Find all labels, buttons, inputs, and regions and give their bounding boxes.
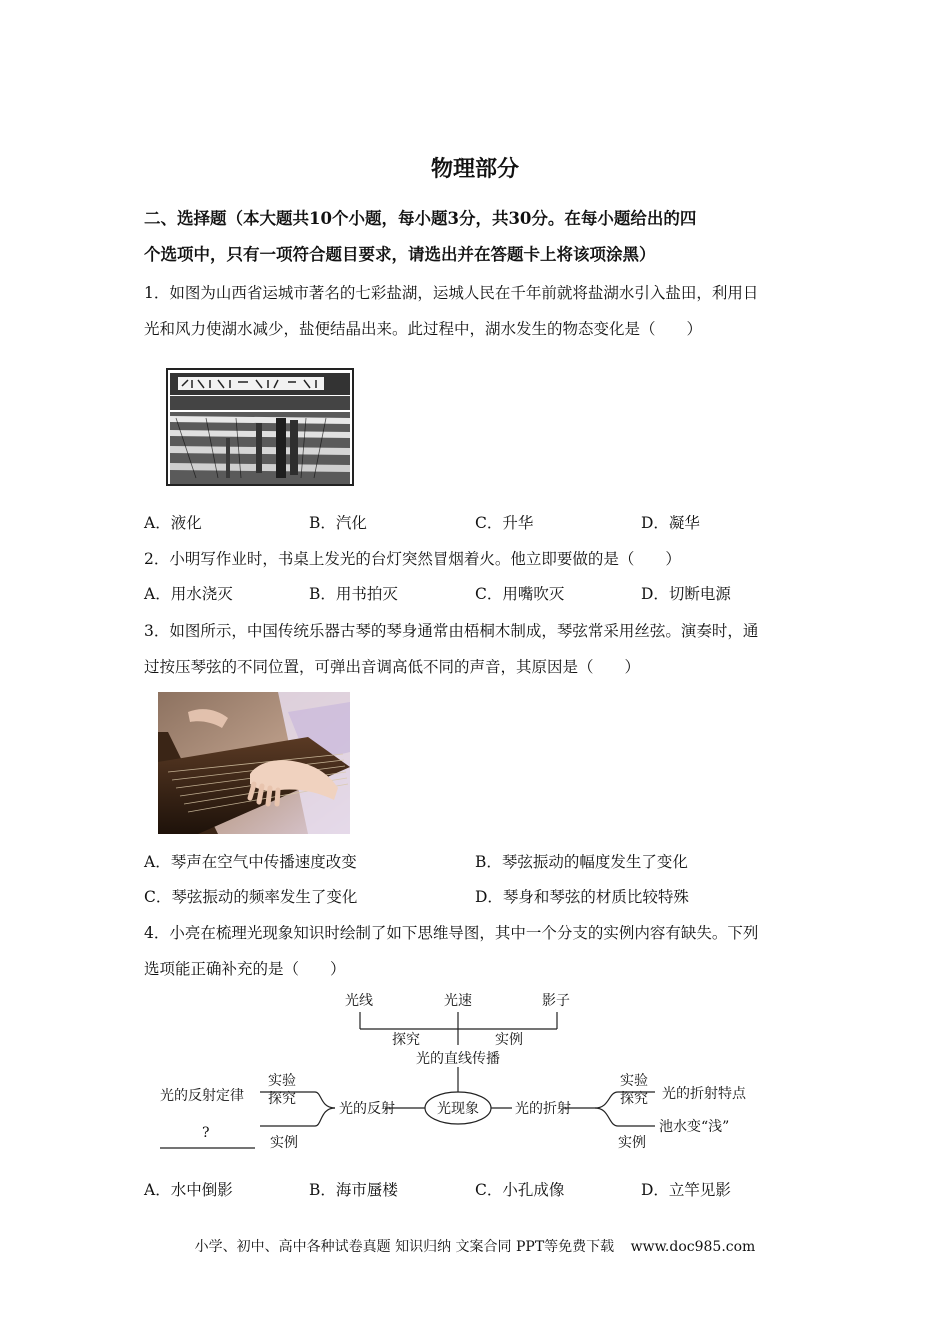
page-title: 物理部分 bbox=[430, 156, 519, 182]
mindmap-left-experiment: 实验 bbox=[268, 1073, 296, 1089]
q3-option-b: B．琴弦振动的幅度发生了变化 bbox=[475, 853, 688, 871]
guqin-photo bbox=[158, 692, 350, 834]
q4-option-b: B．海市蜃楼 bbox=[309, 1181, 398, 1199]
q2-option-a: A．用水浇灭 bbox=[144, 585, 233, 603]
mindmap-top-shadow: 影子 bbox=[542, 993, 570, 1009]
mindmap-left-explore: 探究 bbox=[268, 1091, 296, 1107]
mindmap-top-light-speed: 光速 bbox=[444, 993, 472, 1009]
q4-stem-line1: 4．小亮在梳理光现象知识时绘制了如下思维导图，其中一个分支的实例内容有缺失。下列 bbox=[144, 924, 759, 942]
mindmap-reflection-law: 光的反射定律 bbox=[160, 1088, 244, 1104]
q2-option-d: D．切断电源 bbox=[641, 585, 731, 603]
mind-map-diagram bbox=[150, 985, 790, 1160]
q4-option-a: A．水中倒影 bbox=[144, 1181, 233, 1199]
section-heading-line2: 个选项中，只有一项符合题目要求，请选出并在答题卡上将该项涂黑） bbox=[144, 245, 656, 264]
mindmap-left-example: 实例 bbox=[270, 1135, 298, 1151]
q1-option-c: C．升华 bbox=[475, 514, 534, 532]
q1-stem-line2: 光和风力使湖水减少，盐便结晶出来。此过程中，湖水发生的物态变化是（ ） bbox=[144, 320, 703, 338]
q1-option-a: A．液化 bbox=[144, 514, 202, 532]
q3-stem-line1: 3．如图所示，中国传统乐器古琴的琴身通常由梧桐木制成，琴弦常采用丝弦。演奏时，通 bbox=[144, 622, 759, 640]
mindmap-pool-shallow: 池水变“浅” bbox=[659, 1119, 730, 1135]
q3-option-c: C．琴弦振动的频率发生了变化 bbox=[144, 888, 358, 906]
q4-stem-line2: 选项能正确补充的是（ ） bbox=[144, 960, 346, 978]
mindmap-center-node: 光现象 bbox=[437, 1101, 479, 1117]
mindmap-missing-example: ? bbox=[202, 1125, 210, 1141]
q1-option-b: B．汽化 bbox=[309, 514, 367, 532]
mindmap-example-label: 实例 bbox=[495, 1032, 523, 1048]
q3-stem-line2: 过按压琴弦的不同位置，可弹出音调高低不同的声音，其原因是（ ） bbox=[144, 658, 641, 676]
mindmap-reflection: 光的反射 bbox=[339, 1101, 395, 1117]
q3-option-a: A．琴声在空气中传播速度改变 bbox=[144, 853, 357, 871]
mindmap-refraction: 光的折射 bbox=[515, 1101, 571, 1117]
section-heading-line1: 二、选择题（本大题共10个小题，每小题3分，共30分。在每小题给出的四 bbox=[144, 209, 697, 228]
q2-option-b: B．用书拍灭 bbox=[309, 585, 398, 603]
salt-lake-image bbox=[166, 368, 354, 486]
q3-option-d: D．琴身和琴弦的材质比较特殊 bbox=[475, 888, 689, 906]
mindmap-right-example: 实例 bbox=[618, 1135, 646, 1151]
mindmap-explore-label: 探究 bbox=[392, 1032, 420, 1048]
q4-option-d: D．立竿见影 bbox=[641, 1181, 731, 1199]
footer-text: 小学、初中、高中各种试卷真题 知识归纳 文案合同 PPT等免费下载 bbox=[194, 1239, 615, 1255]
q4-option-c: C．小孔成像 bbox=[475, 1181, 565, 1199]
mindmap-top-light-ray: 光线 bbox=[345, 993, 373, 1009]
page-footer bbox=[0, 1236, 950, 1256]
mindmap-straight-propagation: 光的直线传播 bbox=[416, 1051, 500, 1067]
mindmap-right-explore: 探究 bbox=[620, 1091, 648, 1107]
mindmap-right-experiment: 实验 bbox=[620, 1073, 648, 1089]
footer-url[interactable]: www.doc985.com bbox=[630, 1239, 756, 1255]
q2-stem: 2．小明写作业时，书桌上发光的台灯突然冒烟着火。他立即要做的是（ ） bbox=[144, 550, 681, 568]
q1-stem-line1: 1．如图为山西省运城市著名的七彩盐湖，运城人民在千年前就将盐湖水引入盐田，利用日 bbox=[144, 284, 759, 302]
q1-option-d: D．凝华 bbox=[641, 514, 700, 532]
mindmap-refraction-feature: 光的折射特点 bbox=[662, 1086, 746, 1102]
q2-option-c: C．用嘴吹灭 bbox=[475, 585, 565, 603]
